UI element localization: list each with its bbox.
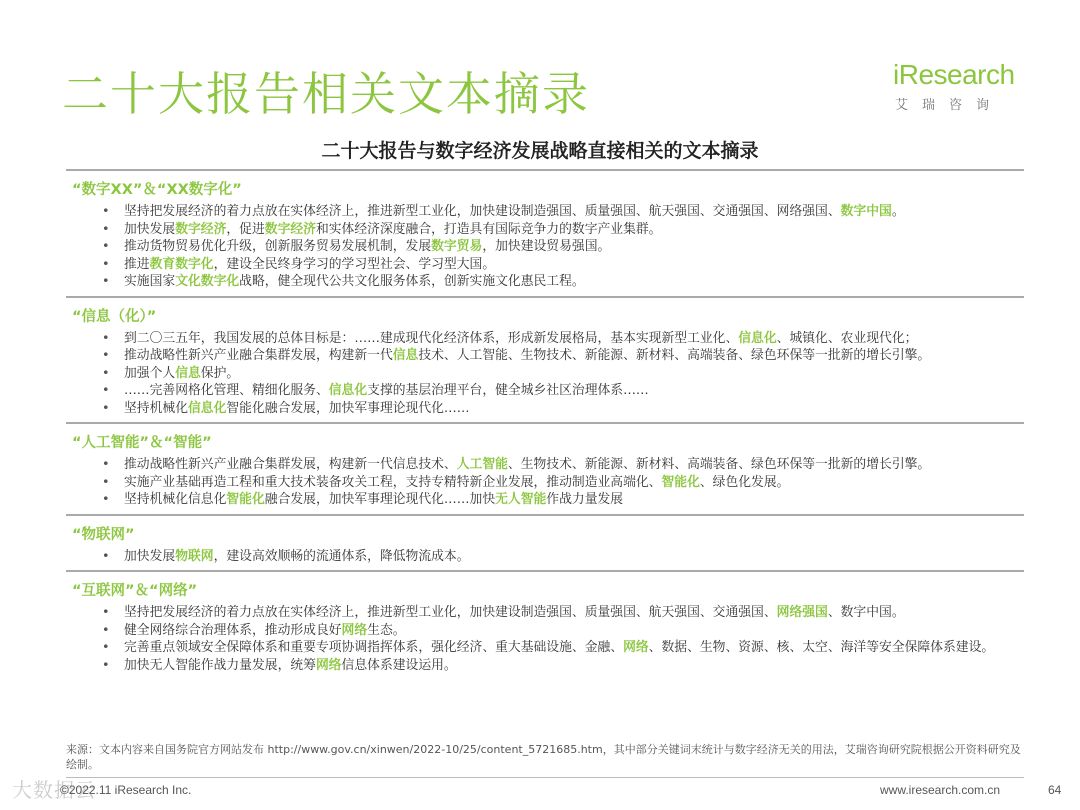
excerpt-text: 推动战略性新兴产业融合集群发展，构建新一代 (124, 348, 393, 363)
excerpt-item (102, 548, 1024, 566)
excerpt-list (72, 203, 1024, 291)
section-heading: “人工智能”＆“智能” (72, 435, 212, 451)
highlighted-keyword: 数字经济 (264, 221, 316, 237)
highlighted-keyword: 信息 (392, 348, 419, 363)
excerpt-text: 加快发展 (124, 548, 176, 564)
excerpt-item (102, 400, 1024, 418)
excerpt-text: ……完善网格化管理、精细化服务、 (124, 383, 329, 398)
excerpt-text: 推动货物贸易优化升级，创新服务贸易发展机制，发展 (124, 239, 432, 254)
excerpt-text: 信息体系建设运用。 (341, 657, 457, 673)
excerpt-text: 。 (891, 204, 905, 219)
section-heading: “互联网”＆“网络” (72, 583, 198, 599)
excerpt-text: 智能化融合发展，加快军事理论现代化…… (226, 400, 470, 416)
excerpt-item (102, 273, 1024, 291)
excerpt-text: ，促进 (226, 221, 265, 237)
excerpt-text: 保护。 (200, 365, 240, 381)
excerpt-text: 实施国家 (124, 274, 176, 289)
excerpt-text: 、绿色化发展。 (699, 474, 790, 490)
excerpt-item (102, 221, 1024, 239)
excerpt-item (102, 604, 1024, 622)
highlighted-keyword: 文化数字化 (175, 274, 240, 289)
excerpt-item (102, 330, 1024, 348)
section-heading: “物联网” (72, 526, 135, 543)
highlighted-keyword: 网络 (341, 622, 368, 638)
excerpt-list (72, 548, 1024, 566)
excerpt-text: 和实体经济深度融合，打造具有国际竞争力的数字产业集群。 (315, 221, 662, 237)
footer-divider (66, 777, 1024, 778)
highlighted-keyword: 物联网 (175, 548, 214, 564)
excerpt-text: 支撑的基层治理平台，健全城乡社区治理体系…… (367, 383, 649, 398)
highlighted-keyword: 信息 (175, 365, 201, 381)
excerpt-text: 技术、人工智能、生物技术、新能源、新材料、高端装备、绿色环保等一批新的增长引擎。 (418, 348, 931, 363)
excerpt-text: ，建设全民终身学习的学习型社会、学习型大国。 (213, 256, 496, 272)
excerpt-text: 完善重点领域安全保障体系和重要专项协调指挥体系，强化经济、重大基础设施、金融、 (124, 640, 624, 655)
highlighted-keyword: 信息化 (187, 400, 227, 416)
excerpt-text: 、数据、生物、资源、核、太空、海洋等安全保障体系建设。 (648, 640, 995, 655)
excerpt-text: 坚持机械化 (124, 400, 188, 416)
highlighted-keyword: 数字经济 (175, 221, 227, 237)
highlighted-keyword: 信息化 (738, 330, 777, 346)
highlighted-keyword: 人工智能 (456, 457, 508, 472)
iresearch-logo (893, 58, 1033, 113)
highlighted-keyword: 数字贸易 (431, 239, 483, 254)
excerpt-section (66, 296, 1024, 423)
excerpt-section (66, 422, 1024, 514)
excerpt-text: 作战力量发展 (546, 492, 624, 507)
excerpt-item (102, 456, 1024, 474)
excerpt-item (102, 365, 1024, 383)
excerpt-text: ，加快建设贸易强国。 (482, 239, 611, 254)
excerpt-text: 融合发展，加快军事理论现代化……加快 (264, 492, 496, 507)
highlighted-keyword: 无人智能 (495, 492, 547, 507)
excerpt-text: 、生物技术、新能源、新材料、高端装备、绿色环保等一批新的增长引擎。 (507, 457, 931, 472)
excerpt-text: 健全网络综合治理体系，推动形成良好 (124, 622, 342, 638)
excerpt-text: 加强个人 (124, 365, 176, 381)
highlighted-keyword: 智能化 (226, 492, 265, 507)
excerpt-text: 坚持机械化信息化 (124, 492, 227, 507)
excerpt-item (102, 203, 1024, 221)
excerpt-item (102, 382, 1024, 400)
excerpt-text: 生态。 (367, 622, 406, 638)
excerpt-text: 推进 (124, 256, 150, 272)
excerpt-item (102, 622, 1024, 640)
source-note: 来源：文本内容来自国务院官方网站发布 http://www.gov.cn/xinwen/2022-10/25/content_5721685.htm，其中部分关键词末统计与数字经济无关的用法，艾瑞咨询研究院根据公开资料研究及绘制。 (66, 743, 1021, 771)
excerpt-text: 、城镇化、农业现代化； (776, 330, 918, 346)
excerpt-section (66, 570, 1024, 679)
watermark: 大数据云 (12, 778, 96, 802)
excerpt-item (102, 347, 1024, 365)
excerpt-list (72, 330, 1024, 418)
excerpt-list (72, 604, 1024, 674)
excerpt-item (102, 639, 1024, 657)
excerpt-text: 战略，健全现代公共文化服务体系，创新实施文化惠民工程。 (239, 274, 585, 289)
excerpt-item (102, 474, 1024, 492)
excerpt-item (102, 238, 1024, 256)
highlighted-keyword: 数字中国 (840, 204, 892, 219)
highlighted-keyword: 网络 (315, 657, 342, 673)
excerpt-item (102, 491, 1024, 509)
website-url: www.iresearch.com.cn (880, 783, 1001, 797)
highlighted-keyword: 信息化 (328, 383, 368, 398)
highlighted-keyword: 网络 (623, 640, 649, 655)
excerpt-section (66, 514, 1024, 571)
excerpt-section (66, 169, 1024, 296)
excerpt-content (66, 169, 1024, 679)
logo-subtitle: 艾瑞咨询 (895, 98, 1004, 113)
excerpt-item (102, 256, 1024, 274)
page-title: 二十大报告相关文本摘录 (62, 67, 590, 121)
excerpt-text: 加快发展 (124, 221, 176, 237)
excerpt-text: 实施产业基础再造工程和重大技术装备攻关工程，支持专精特新企业发展，推动制造业高端化、 (124, 474, 662, 490)
highlighted-keyword: 教育数字化 (149, 256, 214, 272)
excerpt-item (102, 657, 1024, 675)
excerpt-text: 加快无人智能作战力量发展，统筹 (124, 657, 316, 673)
excerpt-text: 坚持把发展经济的着力点放在实体经济上，推进新型工业化，加快建设制造强国、质量强国、航天强国、交通强国、 (124, 605, 777, 620)
excerpt-text: 、数字中国。 (827, 605, 905, 620)
highlighted-keyword: 网络强国 (776, 605, 828, 620)
excerpt-list (72, 456, 1024, 509)
page-number: 64 (1048, 783, 1062, 797)
logo-wordmark: iResearch (893, 59, 1015, 90)
excerpt-text: 坚持把发展经济的着力点放在实体经济上，推进新型工业化，加快建设制造强国、质量强国、航天强国、交通强国、网络强国、 (124, 204, 841, 219)
section-heading: “信息（化）” (72, 308, 157, 325)
copyright-text: ©2022.11 iResearch Inc. (60, 783, 192, 797)
section-subtitle: 二十大报告与数字经济发展战略直接相关的文本摘录 (321, 140, 759, 162)
excerpt-text: 推动战略性新兴产业融合集群发展，构建新一代信息技术、 (124, 457, 457, 472)
highlighted-keyword: 智能化 (661, 474, 700, 490)
section-heading: “数字XX”＆“XX数字化” (72, 182, 242, 198)
excerpt-text: ，建设高效顺畅的流通体系，降低物流成本。 (213, 548, 470, 564)
excerpt-text: 到二〇三五年，我国发展的总体目标是：……建成现代化经济体系，形成新发展格局，基本实现新型工业化、 (124, 330, 739, 346)
